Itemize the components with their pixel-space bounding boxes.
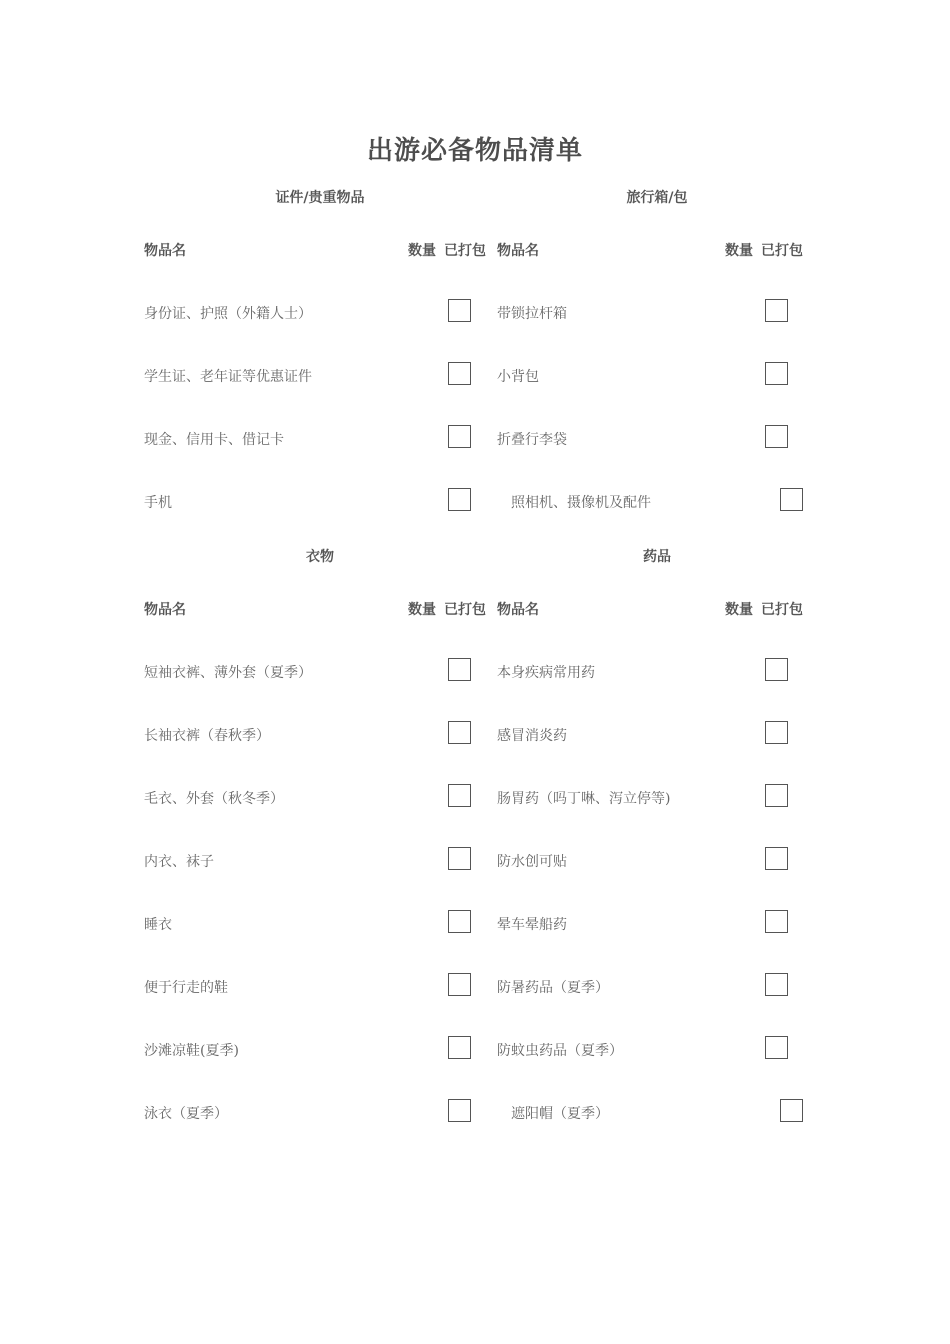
list-item: 短袖衣裤、薄外套（夏季）: [144, 665, 312, 681]
packed-checkbox[interactable]: [780, 488, 803, 511]
header-packed: 已打包: [444, 243, 486, 259]
packed-checkbox[interactable]: [765, 721, 788, 744]
packed-checkbox[interactable]: [765, 362, 788, 385]
packed-checkbox[interactable]: [448, 784, 471, 807]
list-item: 便于行走的鞋: [144, 980, 228, 996]
packed-checkbox[interactable]: [765, 910, 788, 933]
list-item: 泳衣（夏季）: [144, 1106, 228, 1122]
list-item: 内衣、袜子: [144, 854, 214, 870]
packed-checkbox[interactable]: [448, 362, 471, 385]
packed-checkbox[interactable]: [448, 910, 471, 933]
section-title: 证件/贵重物品: [275, 190, 365, 206]
section-luggage: [497, 187, 817, 527]
list-item: 带锁拉杆箱: [497, 306, 567, 322]
section-medicine: [497, 546, 817, 1146]
list-item: 防蚊虫药品（夏季）: [497, 1043, 623, 1059]
packed-checkbox[interactable]: [448, 1036, 471, 1059]
list-item: 晕车晕船药: [497, 917, 567, 933]
packed-checkbox[interactable]: [448, 1099, 471, 1122]
header-item-name: 物品名: [497, 243, 539, 259]
section-title: 衣物: [306, 549, 334, 565]
list-item: 折叠行李袋: [497, 432, 567, 448]
header-packed: 已打包: [444, 602, 486, 618]
packed-checkbox[interactable]: [448, 847, 471, 870]
page-title: 出游必备物品清单: [366, 136, 583, 166]
list-item: 现金、信用卡、借记卡: [144, 432, 284, 448]
packed-checkbox[interactable]: [448, 299, 471, 322]
list-item: 沙滩凉鞋(夏季): [144, 1043, 239, 1059]
packed-checkbox[interactable]: [765, 1036, 788, 1059]
packed-checkbox[interactable]: [765, 784, 788, 807]
list-item: 本身疾病常用药: [497, 665, 595, 681]
list-item: 手机: [144, 495, 172, 511]
packed-checkbox[interactable]: [780, 1099, 803, 1122]
header-packed: 已打包: [761, 602, 803, 618]
list-item: 防水创可贴: [497, 854, 567, 870]
section-title: 药品: [643, 549, 671, 565]
header-item-name: 物品名: [497, 602, 539, 618]
packed-checkbox[interactable]: [448, 973, 471, 996]
list-item: 防暑药品（夏季）: [497, 980, 609, 996]
list-item: 学生证、老年证等优惠证件: [144, 369, 312, 385]
section-title: 旅行箱/包: [626, 190, 688, 206]
section-clothing: [144, 546, 496, 1146]
list-item: 身份证、护照（外籍人士）: [144, 306, 312, 322]
packed-checkbox[interactable]: [448, 721, 471, 744]
packed-checkbox[interactable]: [448, 658, 471, 681]
header-quantity: 数量: [725, 602, 753, 618]
list-item: 毛衣、外套（秋冬季）: [144, 791, 284, 807]
packed-checkbox[interactable]: [448, 425, 471, 448]
header-quantity: 数量: [408, 602, 436, 618]
packed-checkbox[interactable]: [765, 299, 788, 322]
header-quantity: 数量: [725, 243, 753, 259]
list-item: 感冒消炎药: [497, 728, 567, 744]
list-item: 小背包: [497, 369, 539, 385]
packed-checkbox[interactable]: [765, 658, 788, 681]
packed-checkbox[interactable]: [765, 425, 788, 448]
header-packed: 已打包: [761, 243, 803, 259]
section-documents: [144, 187, 496, 527]
list-item: 遮阳帽（夏季）: [511, 1106, 609, 1122]
packed-checkbox[interactable]: [448, 488, 471, 511]
header-item-name: 物品名: [144, 602, 186, 618]
list-item: 睡衣: [144, 917, 172, 933]
list-item: 长袖衣裤（春秋季）: [144, 728, 270, 744]
packed-checkbox[interactable]: [765, 973, 788, 996]
list-item: 肠胃药（吗丁啉、泻立停等): [497, 791, 671, 807]
header-item-name: 物品名: [144, 243, 186, 259]
list-item: 照相机、摄像机及配件: [511, 495, 651, 511]
packed-checkbox[interactable]: [765, 847, 788, 870]
header-quantity: 数量: [408, 243, 436, 259]
